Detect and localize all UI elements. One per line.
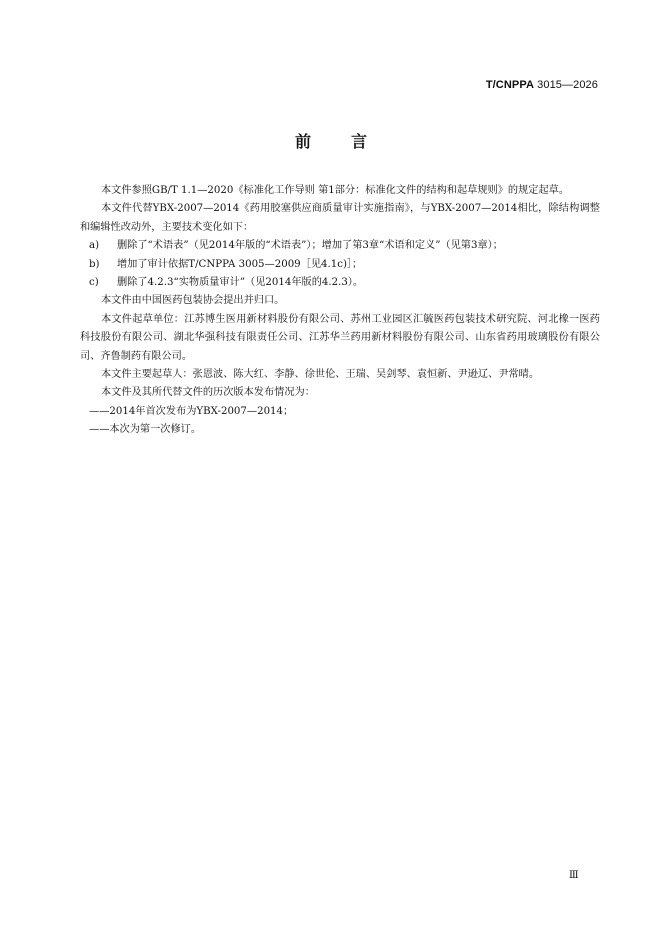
change-item-c (80, 274, 600, 292)
page-number: Ⅲ (569, 870, 579, 881)
paragraph-reference-standard: 本文件参照GB/T 1.1—2020《标准化工作导则 第1部分：标准化文件的结构和起草规则》的规定起草。 (101, 185, 570, 196)
change-item-text: 删除了“术语表”（见2014年版的“术语表”）；增加了第3章“术语和定义”（见第3章）； (117, 240, 503, 252)
change-item-b (80, 256, 600, 274)
change-item-a (80, 237, 600, 255)
history-item-1: ——2014年首次发布为YBX-2007—2014； (89, 405, 294, 417)
paragraph-replaces: 本文件代替YBX-2007—2014《药用胶塞供应商质量审计实施指南》，与YBX-2007—2014相比，除结构调整和编辑性改动外，主要技术变化如下： (80, 203, 600, 233)
change-item-text: 增加了审计依据T/CNPPA 3005—2009［见4.1c)］； (117, 258, 363, 270)
paragraph-proposed-by: 本文件由中国医药包装协会提出并归口。 (101, 295, 285, 307)
history-item-2: ——本次为第一次修订。 (89, 424, 202, 436)
foreword-body (80, 182, 600, 440)
document-code (486, 79, 598, 91)
page-title (0, 129, 662, 152)
change-item-marker: c) (89, 277, 99, 289)
document-code-prefix: T/CNPPA (485, 79, 534, 91)
change-item-text: 删除了4.2.3“实物质量审计”（见2014年版的4.2.3）。 (117, 277, 364, 289)
paragraph-drafters: 本文件主要起草人：张恩波、陈大红、李静、徐世伦、王瑞、吴剑琴、袁恒新、尹逊辽、尹常晴。 (101, 369, 540, 381)
change-item-marker: b) (89, 258, 100, 270)
document-code-number: 3015—2026 (534, 79, 598, 91)
change-item-marker: a) (89, 240, 100, 252)
paragraph-history-intro: 本文件及其所代替文件的历次版本发布情况为： (101, 387, 315, 399)
title-char-2: 言 (351, 132, 368, 151)
paragraph-drafting-units: 本文件起草单位：江苏博生医用新材料股份有限公司、苏州工业园区汇毓医药包装技术研究院、河北橡一医药科技股份有限公司、湖北华强科技有限责任公司、江苏华兰药用新材料股份有限公司、山东省药用玻璃股份有限公司、齐鲁制药有限公司。 (80, 313, 600, 362)
title-char-1: 前 (294, 132, 311, 151)
